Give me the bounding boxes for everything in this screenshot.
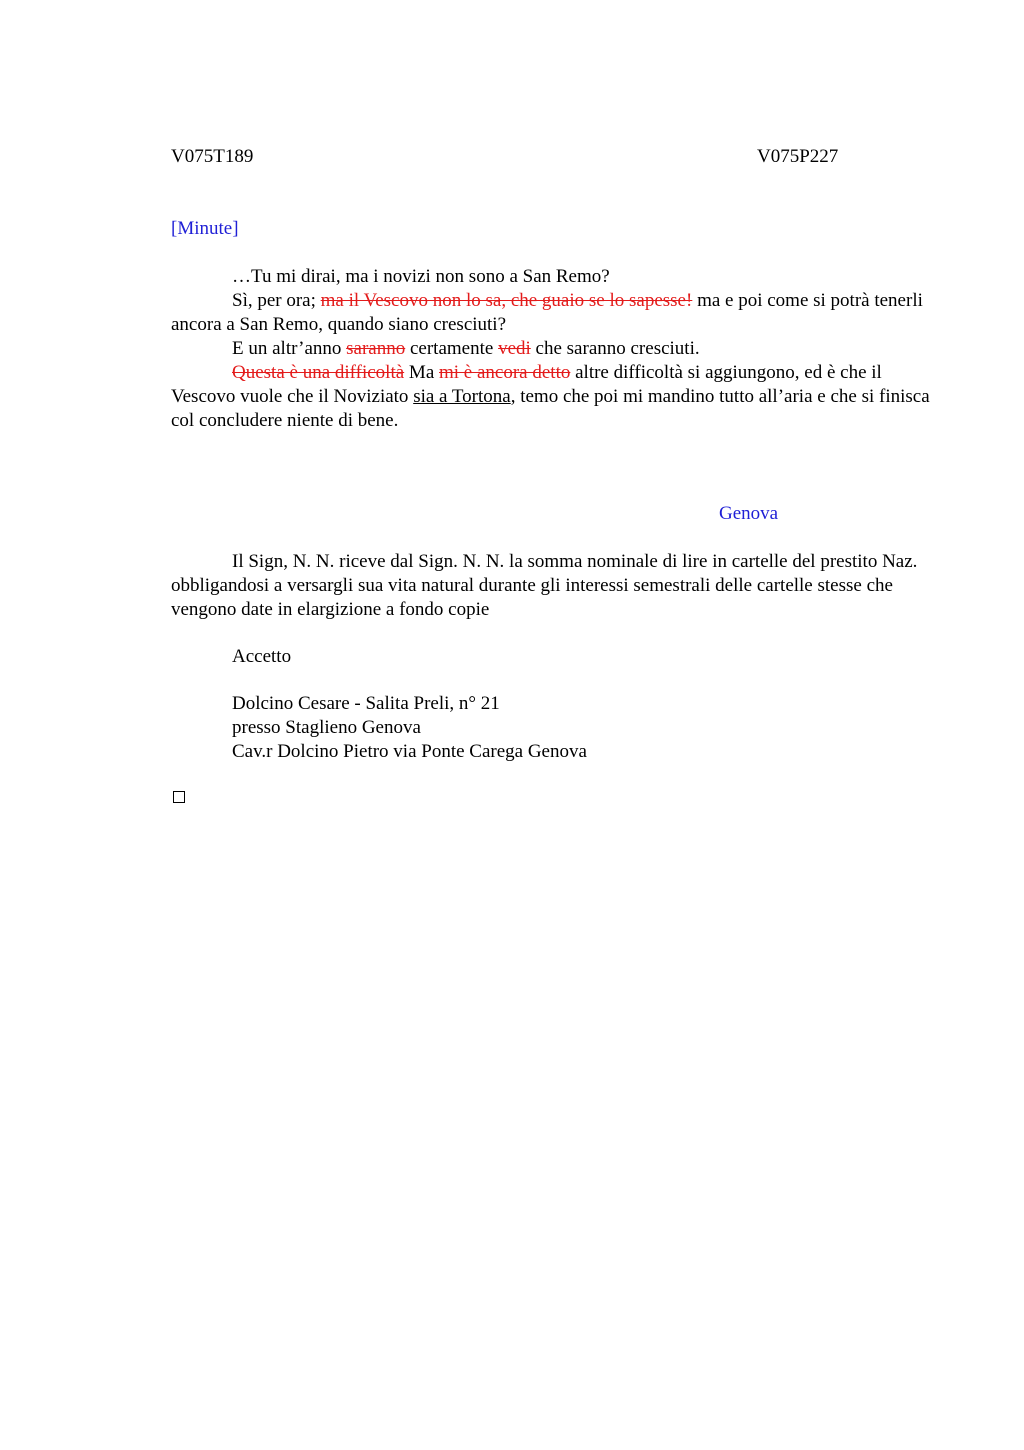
paragraph-3-text-b: certamente [405,338,499,359]
underlined-text: sia a Tortona [413,386,511,407]
letter-body [171,265,931,433]
minute-label: [Minute] [171,218,239,239]
paragraph-4-text-c: , temo che poi mi mandino tutto all’aria e che si finisca col concludere niente di bene. [171,386,930,431]
volume-text-code: V075T189 [171,146,254,167]
deleted-text: Questa è una difficoltà [232,362,405,383]
deleted-text: mi è ancora detto [439,362,571,383]
place-label: Genova [719,503,779,524]
address-list [232,692,587,764]
paragraph-2 [171,289,931,337]
accept-label: Accetto [232,646,292,667]
paragraph-4-text-b: altre difficoltà si aggiungono, ed è che il Vescovo vuole che il Noviziato [171,362,882,407]
address-line: presso Staglieno Genova [232,717,421,738]
contract-text: Il Sign, N. N. riceve dal Sign. N. N. la somma nominale di lire in cartelle del prestito Naz. obbligandosi a versargli sua vita natural durante gli interessi semestrali delle cartelle stesse che vengono date in elargizione a fondo copie [171,551,918,620]
paragraph-4-text-a: Ma [404,362,439,383]
volume-page-code: V075P227 [757,146,839,167]
address-line: Dolcino Cesare - Salita Preli, n° 21 [232,693,500,714]
deleted-text: ma il Vescovo non lo sa, che guaio se lo sapesse! [320,290,693,311]
document-header [171,146,851,170]
deleted-text: saranno [346,338,406,359]
paragraph-4 [171,361,931,433]
paragraph-3-text-a: E un altr’anno [232,338,347,359]
contract-paragraph [171,550,931,622]
deleted-text: vedi [498,338,531,359]
address-line: Cav.r Dolcino Pietro via Ponte Carega Genova [232,741,587,762]
paragraph-2-text-b: ma e poi come si potrà tenerli ancora a San Remo, quando siano cresciuti? [171,290,923,335]
paragraph-1 [171,265,931,289]
paragraph-3-text-c: che saranno cresciuti. [530,338,700,359]
paragraph-3 [171,337,931,361]
paragraph-2-text-a: Sì, per ora; [232,290,321,311]
paragraph-1-text: …Tu mi dirai, ma i novizi non sono a San Remo? [232,266,610,287]
square-marker-icon [173,791,185,803]
